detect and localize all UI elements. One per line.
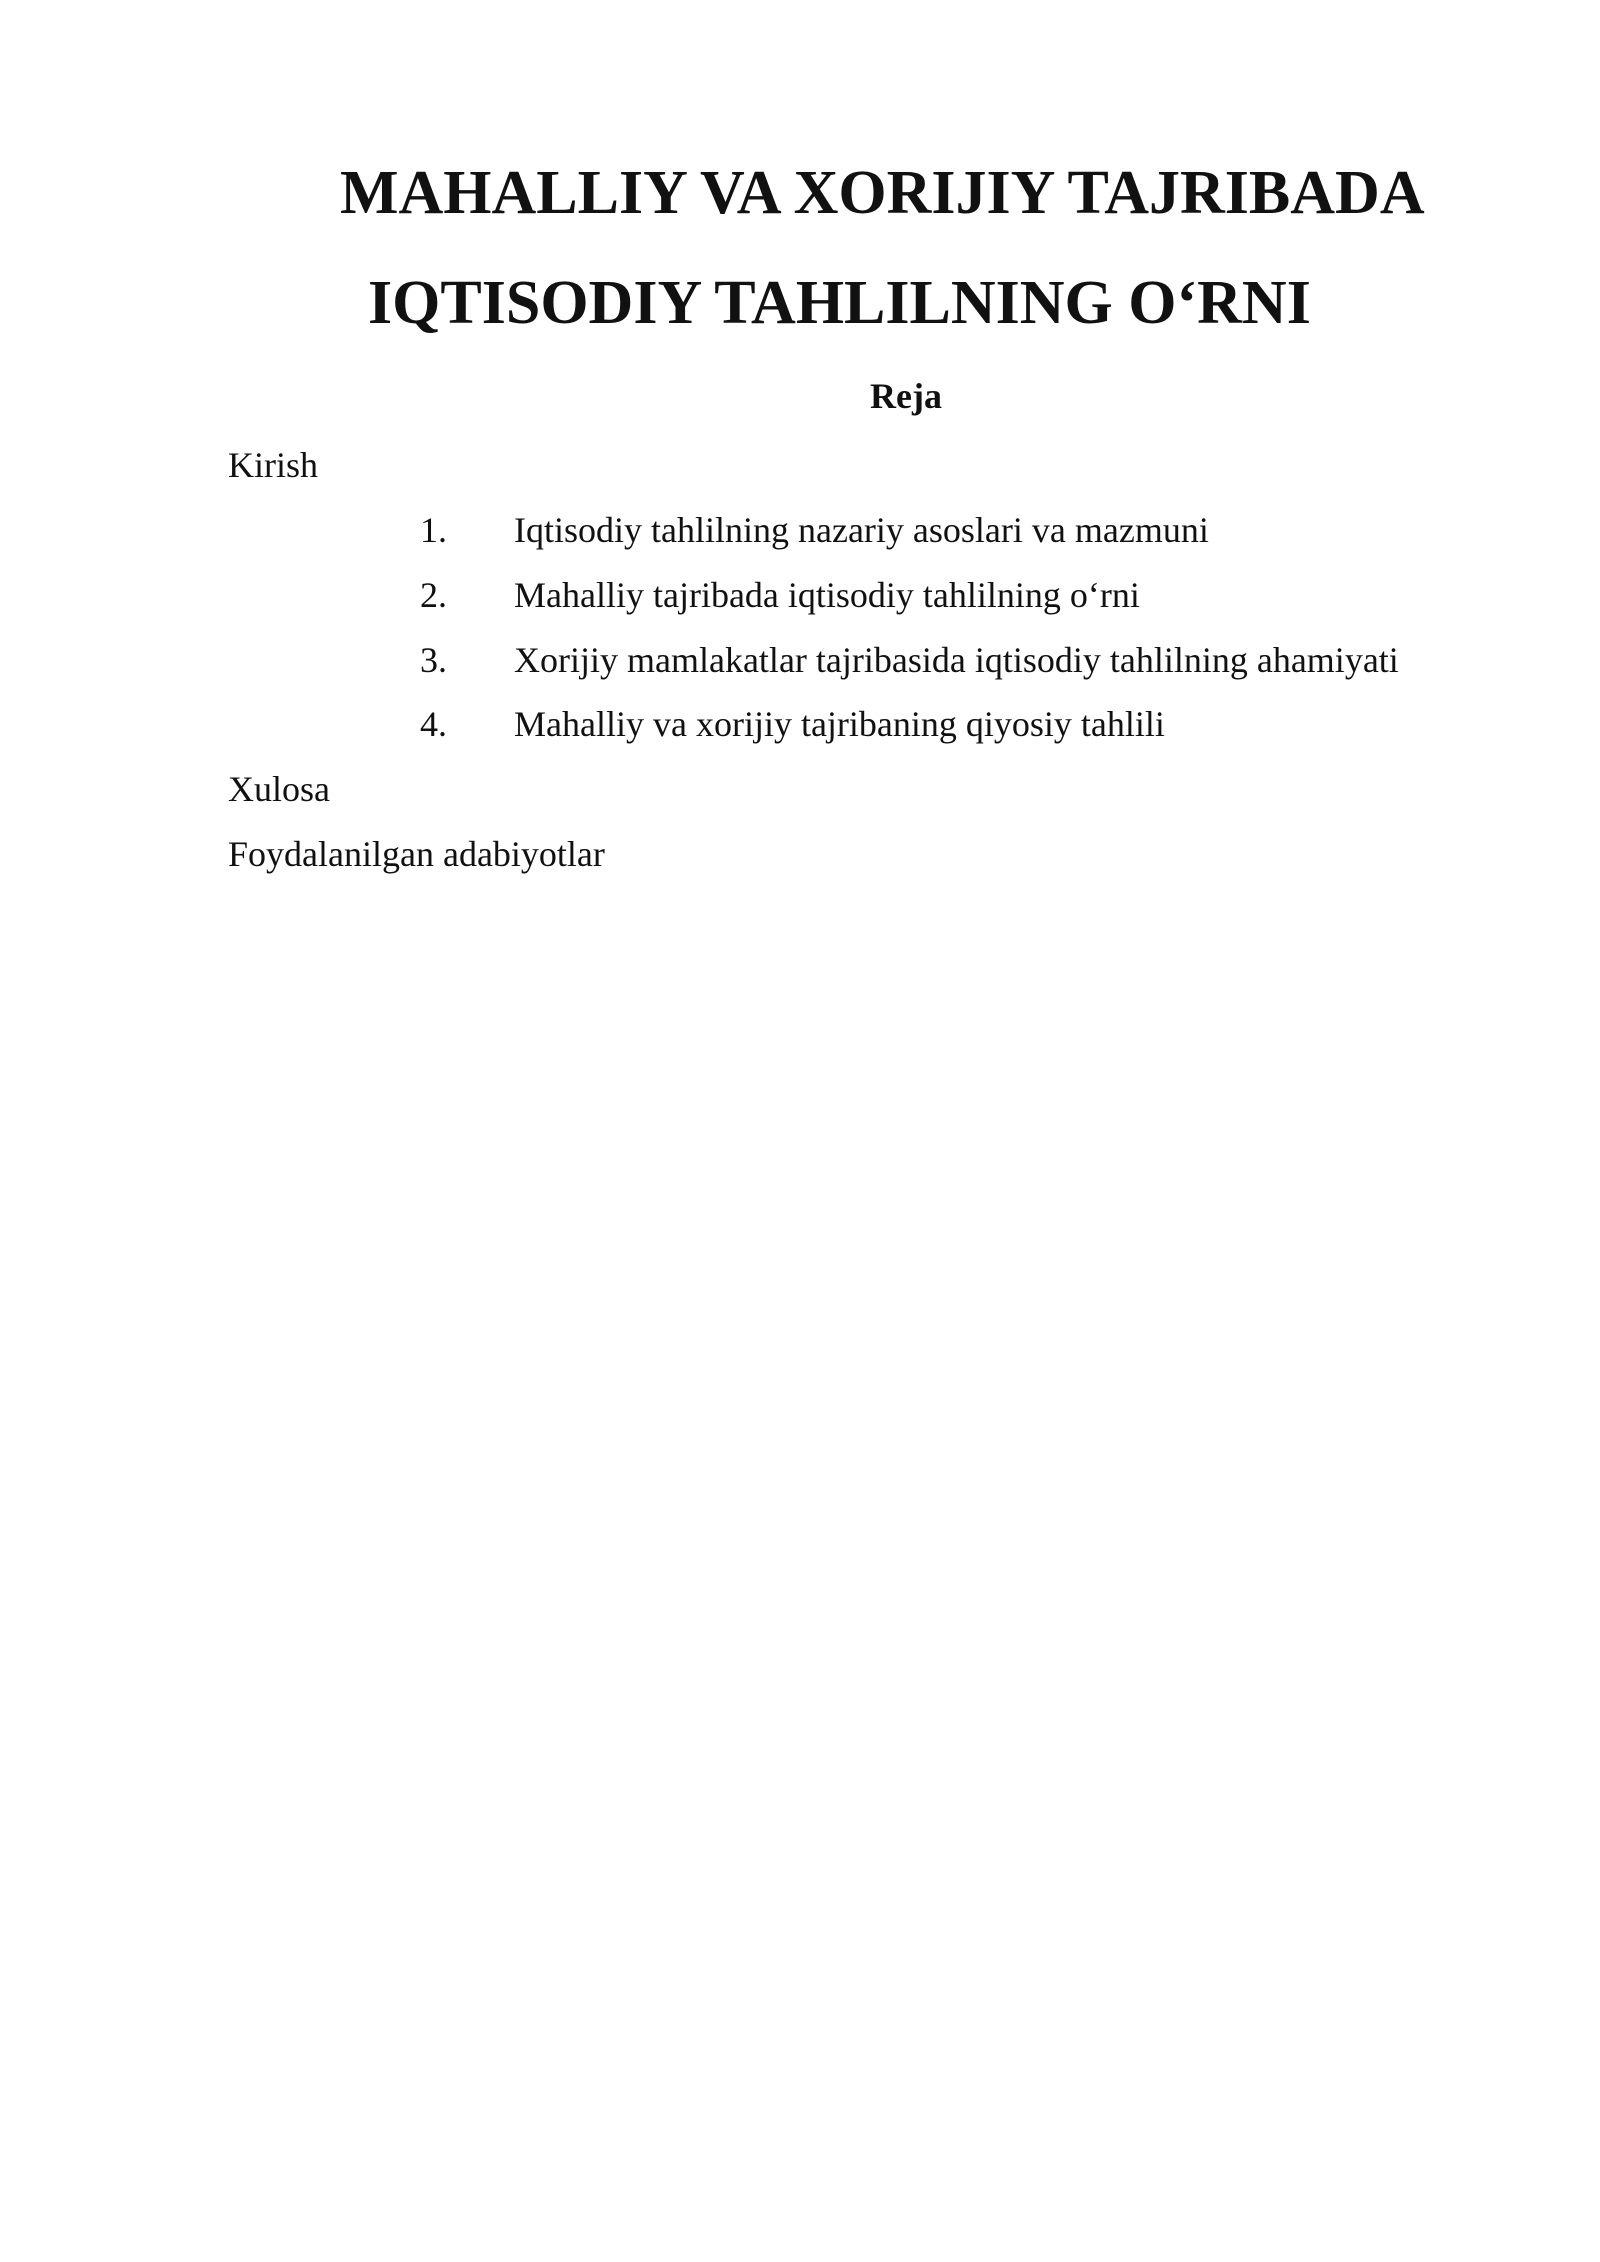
conclusion-item: Xulosa: [228, 769, 330, 809]
plan-item-text: Mahalliy tajribada iqtisodiy tahlilning o‘rni: [514, 575, 1140, 615]
plan-item-number: 1.: [420, 510, 447, 550]
document-title-line-2: IQTISODIY TAHLILNING O‘RNI: [368, 269, 1311, 337]
plan-item-text: Iqtisodiy tahlilning nazariy asoslari va mazmuni: [514, 510, 1209, 550]
intro-item: Kirish: [228, 445, 318, 485]
plan-item-text: Mahalliy va xorijiy tajribaning qiyosiy tahlili: [514, 704, 1165, 744]
document-title-line-1: MAHALLIY VA XORIJIY TAJRIBADA: [340, 159, 1425, 227]
references-item: Foydalanilgan adabiyotlar: [228, 834, 605, 874]
plan-heading: Reja: [870, 376, 942, 416]
plan-item-number: 4.: [420, 704, 447, 744]
plan-item-number: 3.: [420, 640, 447, 680]
plan-item-number: 2.: [420, 575, 447, 615]
plan-item-text: Xorijiy mamlakatlar tajribasida iqtisodiy tahlilning ahamiyati: [514, 640, 1399, 680]
